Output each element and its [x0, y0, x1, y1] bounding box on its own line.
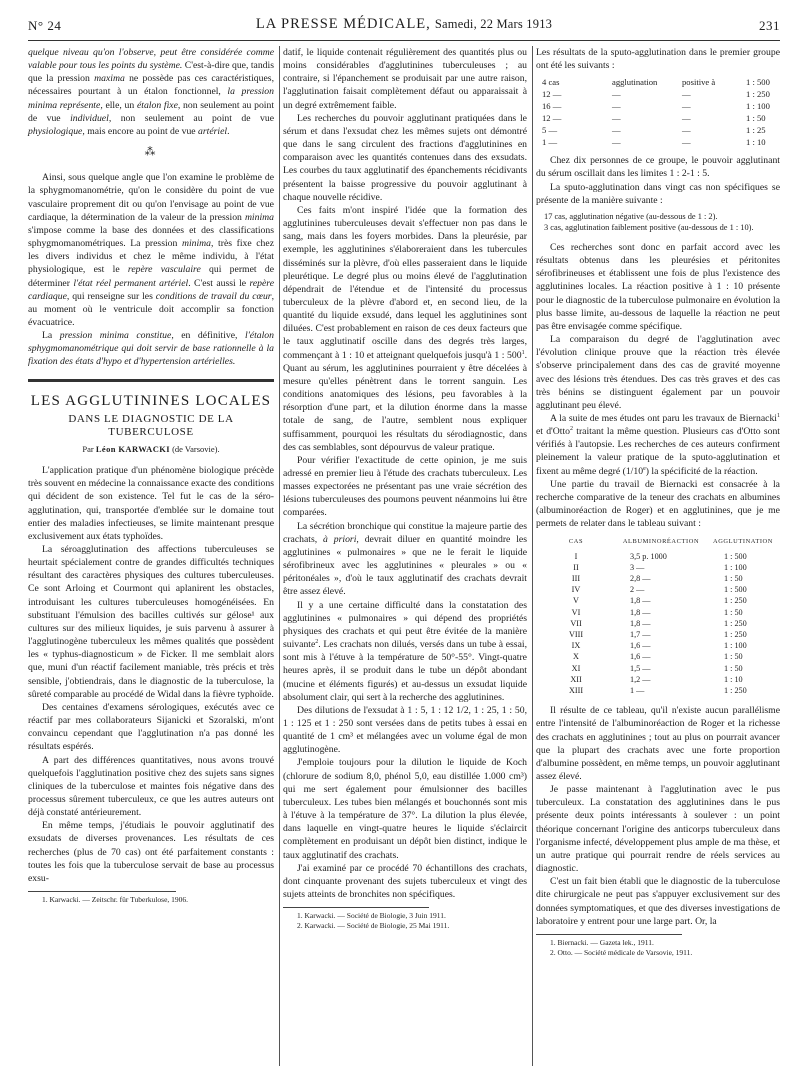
- data-row: [542, 136, 780, 148]
- table-cell: VII: [570, 618, 582, 628]
- data-cell: 4 cas: [542, 77, 560, 88]
- data-cell: —: [682, 89, 691, 100]
- table-cell: 1,7 —: [630, 630, 651, 639]
- paragraph: Ces recherches sont donc en parfait accord avec les résultats obtenus dans les pleurésies et péritonites sérofibrineuses et établissent une fois de plus l'existence des agglutinines locales. La réaction positive à 1 : 10 présente pour le diagnostic de la tuberculose pulmonaire en évolution la plus basse limite, au-dessous de laquelle la réaction ne peut pas être envisagée comme spécifique.: [536, 241, 780, 332]
- journal-name: LA PRESSE MÉDICALE,: [255, 16, 431, 32]
- footnote-rule: [28, 891, 176, 892]
- header-rule: [28, 40, 780, 41]
- table-cell: XI: [571, 663, 581, 673]
- table-cell: 1 : 250: [724, 686, 747, 696]
- paragraph: Pour vérifier l'exactitude de cette opinion, je me suis adressé en premier lieu à l'étude des crachats tuberculeux. Les masses expectorées ne présentant pas une vraie sécrétion des lésions tuberculeuses des poumons peuvent néanmoins lui être comparées.: [283, 454, 527, 519]
- data-cell: 1 —: [542, 137, 558, 148]
- list-item: 3 cas, agglutination faiblement positive (au-dessous de 1 : 10).: [544, 222, 754, 232]
- paragraph: Je passe maintenant à l'agglutination avec le pus tuberculeux. La constatation des agglutinines dans le pus présente deux points intéressants à soulever : un point théorique concernant l'origine des anticorps tuberculeux dans l'organisme infecté, développement plus ample de ma thèse, et un autre pratique qui pourrait rendre de réels services au diagnostic.: [536, 784, 780, 875]
- paragraph: J'ai examiné par ce procédé 70 échantillons des crachats, dont cinquante provenant des sujets tuberculeux et vingt des sujets atteints de bronchites non spécifiques.: [283, 862, 527, 900]
- list-item: 17 cas, agglutination négative (au-dessous de 1 : 2).: [544, 211, 718, 221]
- section-rule: [28, 379, 274, 382]
- table-cell: X: [573, 652, 579, 662]
- footnote-rule: [536, 934, 682, 935]
- table-cell: 2 —: [630, 585, 645, 595]
- paragraph: Il y a une certaine difficulté dans la constatation des agglutinines « pulmonaires » qui dépend des propriétés physiques des crachats et qui peut être évitée de la manière suivante$^2$. Les crachats non dilués, versés dans un tube à essai, sont mis à l'étuve à la température de 50°-55°. Vingt-quatre heures après, il se produit dans le tube un dépôt abondant (mucine et éléments figurés) et au-dessus un exsudat liquide absolument clair, qui sert à la recherche des agglutinines.: [283, 599, 527, 703]
- paragraph: J'emploie toujours pour la dilution le liquide de Koch (chlorure de sodium 8,0, phénol 5,0, eau distillée 1.000 cm³) qui me sert également pour émulsionner des bacilles tuberculeux. Les tubes bien mélangés et bouchonnés sont mis à l'étuve à la température de 37°. La dilution la plus élevée, dans laquelle en vingt-quatre heures le liquide s'éclaircit complètement en produisant un dépôt bien distinct, indique le taux agglutinatif des crachats.: [283, 757, 527, 861]
- table-cell: 1,6 —: [630, 641, 651, 651]
- table-cell: 1 : 50: [724, 607, 743, 617]
- table-row: [536, 595, 780, 606]
- paragraph: Les résultats de la sputo-agglutination dans le premier groupe ont été les suivants :: [536, 47, 780, 72]
- table-cell: XII: [570, 674, 582, 684]
- data-cell: 16 —: [542, 101, 562, 112]
- article-title: LES AGGLUTININES LOCALES: [30, 392, 272, 409]
- table-cell: VI: [571, 607, 581, 617]
- table-cell: 1 : 100: [724, 562, 747, 572]
- article-byline: Par Léon KARWACKI (de Varsovie).: [82, 443, 220, 454]
- paragraph: A la suite de mes études ont paru les travaux de Biernacki$^1$ et d'Otto$^2$ traitant la même question. Plusieurs cas d'Otto sont vérifiés à l'autopsie. Les recherches de ces auteurs confirment pleinement la valeur pratique de la sputo-agglutination et fixent au même degré (1/10e) la spécificité de la réaction.: [536, 412, 780, 477]
- table-cell: 3,5 p. 1000: [630, 551, 667, 561]
- paragraph: La pression minima constitue, en définitive, l'étalon sphygmomanométrique qui doit servir de base rationnelle à la fixation des états d'hypo et d'hypertension artérielles.: [28, 330, 274, 368]
- table-cell: 1 : 250: [724, 596, 747, 606]
- paragraph: La comparaison du degré de l'agglutination avec l'évolution clinique prouve que la réaction très élevée s'observe principalement dans des cas de gravité moyenne avec des lésions très étendues. Des cas très graves et des cas très bénins se distinguent également par un pouvoir agglutinant peu élevé.: [536, 334, 780, 411]
- table-row: [536, 674, 780, 685]
- table-cell: 1 : 250: [724, 630, 747, 639]
- table-cell: II: [573, 562, 579, 572]
- table-cell: 1 : 50: [724, 663, 743, 673]
- table-cell: 1,8 —: [630, 596, 651, 606]
- paragraph: Il résulte de ce tableau, qu'il n'existe aucun parallélisme entre l'intensité de l'albuminoréaction de Roger et la richesse des crachats en agglutinines ; tout au plus on pourrait avancer que la plupart des crachats avec une forte proportion d'albumine possèdent, en même temps, un pouvoir agglutinant assez élevé.: [536, 705, 780, 782]
- table-cell: 1 : 500: [724, 585, 747, 595]
- page-number: 231: [759, 18, 780, 33]
- table-row: [536, 573, 780, 584]
- data-cell: 1 : 25: [746, 125, 766, 136]
- masthead: [28, 16, 780, 33]
- paragraph: Ainsi, sous quelque angle que l'on examine le problème de la sphygmomanométrie, qu'on le considère du point de vue vasculaire proprement dit ou qu'on l'envisage au point de vue cardiaque, la détermination de la valeur de la pression minima s'impose comme la base des données et des classifications sphygmomanométriques. La pression minima, très fixe chez les divers individus et chez le même individu, à l'état physiologique, est le repère vasculaire qui permet de déterminer l'état réel permanent artériel. C'est aussi le repère cardiaque, qui renseigne sur les conditions de travail du cœur, au moment où le ventricule doit accomplir sa fonction évacuatrice.: [28, 172, 275, 328]
- data-cell: —: [612, 137, 621, 148]
- author-name: Léon KARWACKI: [95, 443, 170, 454]
- table-cell: IX: [571, 641, 581, 651]
- data-cell: —: [682, 101, 691, 112]
- table-cell: IV: [571, 585, 581, 595]
- table-header-cell: ALBUMINORÉACTION: [622, 538, 700, 546]
- paragraph: Les recherches du pouvoir agglutinant pratiquées dans le sérum et dans l'exsudat chez les mêmes sujets ont démontré que dans le sang circulent des fractions d'agglutinines en comparaison avec les quantités contenues dans des exsudats. Les courbes du taux agglutinatif des épanchements récidivants présentent la baisse progressive du pouvoir agglutinant à chaque nouvelle récidive.: [283, 112, 527, 203]
- footnote: 1. Karwacki. — Société de Biologie, 3 Juin 1911.: [297, 911, 446, 921]
- paragraph: Une partie du travail de Biernacki est consacrée à la recherche comparative de la teneur des crachats en albumines (albuminoréaction de Roger) et en agglutinines, que je me permets de relater dans le tableau suivant :: [536, 478, 780, 530]
- table-cell: 1 : 500: [724, 551, 747, 561]
- paragraph: quelque niveau qu'on l'observe, peut être considérée comme valable pour tous les points du système. C'est-à-dire que, tandis que la pression maxima ne possède pas ces caractéristiques, nécessaires pourtant à un étalon fonctionnel, la pression minima représente, elle, un étalon fixe, non seulement au point de vue individuel, non seulement au point de vue physiologique, mais encore au point de vue artériel.: [28, 47, 275, 137]
- paragraph: C'est un fait bien établi que le diagnostic de la tuberculose dite chirurgicale ne peut pas s'appuyer exclusivement sur des données symptomatiques, et que des diverses investigations de laboratoire y entrent pour une large part. Or, la: [536, 876, 780, 927]
- table-row: [536, 685, 780, 696]
- data-cell: 1 : 100: [746, 101, 770, 112]
- table-row: [536, 629, 780, 640]
- column-2: [283, 46, 527, 931]
- table-row: [536, 618, 780, 629]
- table-cell: V: [573, 596, 579, 606]
- table-row: [536, 551, 780, 562]
- paragraph: datif, le liquide contenait régulièrement des quantités plus ou moins considérables d'agglutinines tuberculeuses ; au contraire, si l'épanchement se produisait par une autre raison, l'agglutination faisait complètement défaut ou apparaissait à un degré extrêmement faible.: [283, 47, 527, 111]
- data-cell: 1 : 10: [746, 137, 766, 148]
- paragraph: Chez dix personnes de ce groupe, le pouvoir agglutinant du sérum oscillait dans les limites 1 : 2-1 : 5.: [536, 155, 780, 180]
- paragraph: Ces faits m'ont inspiré l'idée que la formation des agglutinines tuberculeuses devait s'effectuer non pas dans le sang, mais dans les foyers morbides. Dans la pleurésie, par exemple, les agglutinines s'élaboreraient dans les tubercules disséminés sur la plèvre, d'où elles passeraient dans le liquide pleurétique. Le degré plus ou moins élevé de l'agglutination dépendrait de l'étendue et de l'intensité du processus tuberculeux de la plèvre d'abord et, en second lieu, de la quantité du liquide exsudé, dans lequel les agglutinines sont diluées. C'est probablement en raison de ces deux facteurs que le taux agglutinatif oscille dans des degrés très larges, commençant à 1 : 10 et atteignant quelquefois jusqu'à 1 : $500^1$. Quant au sérum, les agglutinines pourraient y être décelées à mesure qu'elles pénètrent dans le torrent sanguin. Les conditions anatomiques des lésions, peu favorables à la résorption d'une part, et la dilution énorme dans la masse totale de sang, de l'autre, semblent nous expliquer suffisamment, pourquoi les résultats du sérodiagnostic, dans des cas semblables, sont dépourvus de valeur pratique.: [283, 204, 527, 453]
- data-cell: —: [682, 125, 691, 136]
- table-row: [536, 640, 780, 651]
- paragraph: Des centaines d'examens sérologiques, exécutés avec ce réactif par mes collaborateurs Sijanicki et Szoralski, m'ont convaincu cependant que l'agglutination n'a pas donné les résultats espérés.: [28, 701, 274, 753]
- data-cell: —: [612, 125, 621, 136]
- asterism: ⁂: [144, 146, 158, 159]
- data-cell: 1 : 500: [746, 77, 770, 88]
- table-cell: 1,5 —: [630, 663, 651, 673]
- data-cell: 12 —: [542, 113, 562, 124]
- data-row: [542, 76, 780, 88]
- table-cell: 1,8 —: [630, 618, 651, 628]
- data-cell: —: [682, 113, 691, 124]
- data-cell: —: [612, 101, 621, 112]
- table-cell: VIII: [568, 630, 584, 639]
- data-cell: agglutination: [612, 77, 658, 88]
- table-cell: 1,2 —: [630, 674, 651, 684]
- table-row: [536, 562, 780, 573]
- table-row: [536, 651, 780, 662]
- data-cell: 12 —: [542, 89, 562, 100]
- table-cell: XIII: [568, 686, 584, 696]
- table-cell: I: [574, 551, 578, 561]
- paragraph: La séroagglutination des affections tuberculeuses se heurtait spécialement contre de grandes difficultés techniques résultant des caractères physiques des cultures tuberculeuses. Ce sont Arloing et Courmont qui aplanirent les obstacles, introduisant les cultures tuberculeuses homogénéisées. En substituant l'émulsion des bacilles cultivés sur gélose¹ aux cultures sur des milieux liquides, je suis parvenu à assurer à l'agglutinogène tuberculeux les mêmes qualités que possèdent les « typhus-diagnosticum » de Ficker. Il me semblait alors que, muni d'un réactif facilement maniable, très précis et très sensible, j'obtiendrais, dans le diagnostic de la tuberculose, la sûreté comparable au procédé de Widal dans la fièvre typhoïde.: [28, 544, 274, 700]
- table-header-cell: AGGLUTINATION: [713, 538, 773, 546]
- table-cell: 1 : 100: [724, 641, 747, 651]
- table-header-row: [536, 536, 780, 550]
- table-cell: 1,6 —: [630, 652, 651, 662]
- article-subtitle: DANS LE DIAGNOSTIC DE LA TUBERCULOSE: [68, 412, 234, 438]
- paragraph: A part des différences quantitatives, nous avons trouvé quelquefois l'agglutination positive chez des sujets sans signes cliniques de la tuberculose et maintes fois négative dans des processus sûrement tuberculeux, ce que les autres auteurs ont déjà constaté antérieurement.: [28, 754, 274, 819]
- paragraph: La sécrétion bronchique qui constitue la majeure partie des crachats, à priori, devrait diluer en quantité moindre les agglutinines « pulmonaires » que ne le ferait le liquide sérofibrineux avec les agglutinines « pleurales » ou « péritonéales », d'où le taux agglutinatif des crachats devrait être assez élevé.: [283, 520, 527, 598]
- data-cell: 5 —: [542, 125, 558, 136]
- column-1: [28, 46, 274, 905]
- paragraph: L'application pratique d'un phénomène biologique précède très souvent en médecine la connaissance exacte des conditions qui décident de son existence. Tel fut le cas de la séro-agglutination, qui, transportée d'emblée sur le domaine tout entier des maladies infectieuses, se limite maintenant presque exclusivement aux états typhoïdes.: [28, 465, 274, 542]
- albumin-agglutination-table: [536, 536, 780, 696]
- data-row: [542, 88, 780, 100]
- issue-date: Samedi, 22 Mars 1913: [434, 17, 553, 31]
- table-header-cell: CAS: [568, 538, 584, 546]
- table-cell: 3 —: [630, 562, 645, 572]
- table-cell: 1,8 —: [630, 607, 651, 617]
- data-cell: 1 : 50: [746, 113, 766, 124]
- footnote-rule: [283, 907, 429, 908]
- data-row: [542, 112, 780, 124]
- data-cell: 1 : 250: [746, 89, 770, 100]
- footnote: 2. Karwacki. — Société de Biologie, 25 Mai 1911.: [297, 921, 450, 931]
- table-cell: 2,8 —: [630, 573, 651, 583]
- column-3: [536, 46, 780, 958]
- data-cell: —: [682, 137, 691, 148]
- table-cell: 1 : 50: [724, 652, 743, 662]
- paragraph: En même temps, j'étudiais le pouvoir agglutinatif des exsudats de diverses provenances. Les résultats de ces recherches (plus de 70 cas) ont été parfaitement constants : toutes les fois que la tuberculose servait de base au processus exsu-: [28, 820, 274, 884]
- table-row: [536, 584, 780, 595]
- table-cell: III: [571, 573, 581, 583]
- data-cell: —: [612, 89, 621, 100]
- data-cell: —: [612, 113, 621, 124]
- footnote: 1. Karwacki. — Zeitschr. für Tuberkulose, 1906.: [42, 895, 189, 905]
- data-row: [542, 124, 780, 136]
- paragraph: La sputo-agglutination dans vingt cas non spécifiques se présente de la manière suivante :: [536, 181, 780, 206]
- page-header: [28, 16, 780, 38]
- data-row: [542, 100, 780, 112]
- table-cell: 1 : 250: [724, 618, 747, 628]
- paragraph: Des dilutions de l'exsudat à 1 : 5, 1 : 12 1/2, 1 : 25, 1 : 50, 1 : 125 et 1 : 250 sont versées dans de petits tubes à essai en quantité de 1 cm³ et mélangées avec un volume égal de mon agglutinogène.: [283, 704, 527, 756]
- footnote: 1. Biernacki. — Gazeta lek., 1911.: [550, 937, 654, 947]
- table-cell: 1 : 10: [724, 674, 743, 684]
- issue-number: N° 24: [28, 18, 62, 33]
- table-cell: 1 —: [630, 686, 645, 696]
- column-divider-1: [279, 46, 280, 1066]
- footnote: 2. Otto. — Société médicale de Varsovie, 1911.: [550, 947, 693, 957]
- data-cell: positive à: [682, 77, 716, 88]
- table-cell: 1 : 50: [724, 573, 743, 583]
- table-row: [536, 607, 780, 618]
- nonspecific-results: [536, 211, 780, 233]
- column-divider-2: [532, 46, 533, 1066]
- table-row: [536, 663, 780, 674]
- sputo-agglutination-list: [542, 76, 780, 148]
